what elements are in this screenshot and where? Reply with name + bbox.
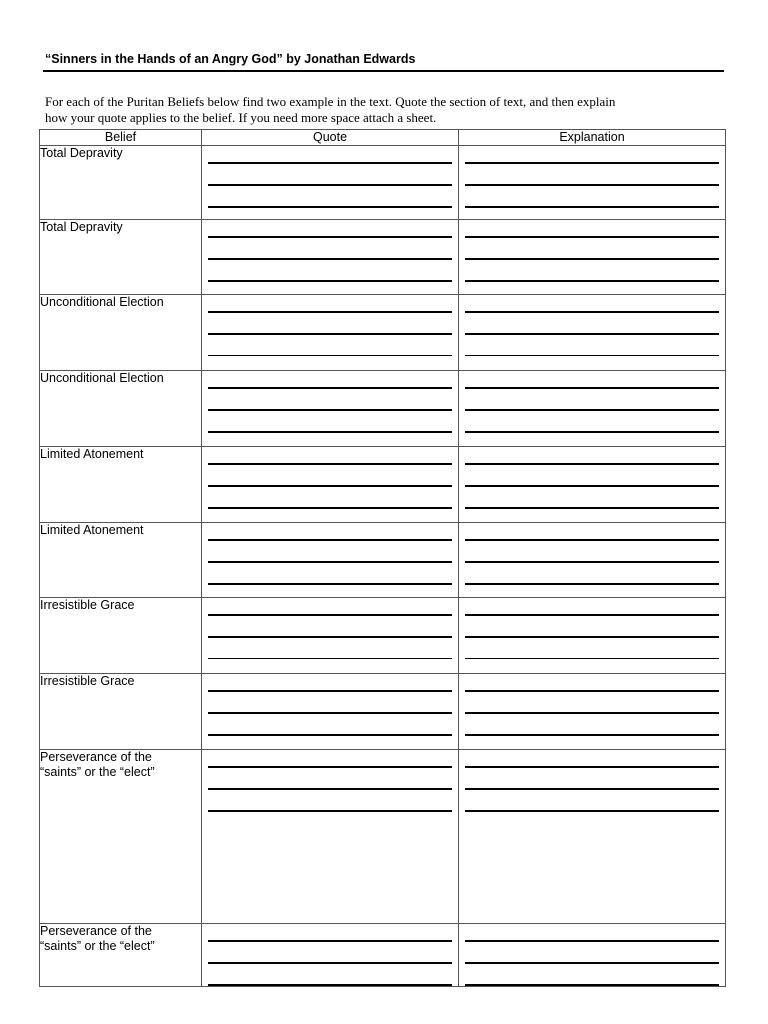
explanation-answer-line[interactable] — [465, 465, 719, 487]
quote-answer-line[interactable] — [208, 411, 452, 433]
quote-answer-line[interactable] — [208, 942, 452, 964]
quote-answer-line[interactable] — [208, 238, 452, 260]
table-header-row — [40, 130, 726, 146]
quote-answer-line[interactable] — [208, 260, 452, 282]
table-row — [40, 146, 726, 220]
explanation-answer-line[interactable] — [465, 563, 719, 585]
explanation-answer-line[interactable] — [465, 335, 719, 356]
quote-answer-line[interactable] — [208, 523, 452, 541]
quote-answer-line[interactable] — [208, 714, 452, 736]
explanation-answer-line[interactable] — [465, 411, 719, 433]
quote-answer-line[interactable] — [208, 616, 452, 638]
table-row — [40, 674, 726, 750]
table-row — [40, 598, 726, 674]
belief-label: Limited Atonement — [40, 523, 144, 537]
quote-cell[interactable] — [202, 295, 459, 371]
instructions-line-2: how your quote applies to the belief. If you need more space attach a sheet. — [45, 110, 437, 125]
explanation-answer-line[interactable] — [465, 487, 719, 509]
belief-label: Limited Atonement — [40, 447, 144, 461]
belief-cell — [40, 295, 202, 371]
belief-label: Irresistible Grace — [40, 674, 135, 688]
belief-cell — [40, 750, 202, 924]
explanation-answer-line[interactable] — [465, 371, 719, 389]
explanation-cell[interactable] — [459, 371, 726, 447]
explanation-cell[interactable] — [459, 220, 726, 295]
belief-label: “saints” or the “elect” — [40, 939, 155, 953]
explanation-cell[interactable] — [459, 523, 726, 598]
explanation-answer-line[interactable] — [465, 714, 719, 736]
explanation-answer-line[interactable] — [465, 541, 719, 563]
explanation-cell[interactable] — [459, 750, 726, 924]
quote-cell[interactable] — [202, 598, 459, 674]
quote-answer-line[interactable] — [208, 389, 452, 411]
quote-answer-line[interactable] — [208, 186, 452, 208]
quote-answer-line[interactable] — [208, 674, 452, 692]
explanation-cell[interactable] — [459, 924, 726, 987]
quote-cell[interactable] — [202, 674, 459, 750]
quote-answer-line[interactable] — [208, 563, 452, 585]
table-row — [40, 750, 726, 924]
explanation-answer-line[interactable] — [465, 447, 719, 465]
header-explanation: Explanation — [459, 130, 726, 146]
quote-answer-line[interactable] — [208, 295, 452, 313]
explanation-cell[interactable] — [459, 146, 726, 220]
belief-cell — [40, 447, 202, 523]
explanation-answer-line[interactable] — [465, 942, 719, 964]
explanation-answer-line[interactable] — [465, 598, 719, 616]
explanation-answer-line[interactable] — [465, 750, 719, 768]
quote-answer-line[interactable] — [208, 487, 452, 509]
belief-label: Perseverance of the — [40, 924, 152, 938]
belief-cell — [40, 220, 202, 295]
explanation-cell[interactable] — [459, 295, 726, 371]
instructions — [45, 94, 735, 126]
explanation-answer-line[interactable] — [465, 616, 719, 638]
instructions-line-1: For each of the Puritan Beliefs below find two example in the text. Quote the section of text, and then explain — [45, 94, 616, 109]
quote-cell[interactable] — [202, 146, 459, 220]
quote-answer-line[interactable] — [208, 164, 452, 186]
quote-answer-line[interactable] — [208, 598, 452, 616]
explanation-answer-line[interactable] — [465, 790, 719, 812]
quote-answer-line[interactable] — [208, 924, 452, 942]
explanation-answer-line[interactable] — [465, 924, 719, 942]
quote-cell[interactable] — [202, 924, 459, 987]
quote-answer-line[interactable] — [208, 692, 452, 714]
belief-label: Unconditional Election — [40, 371, 164, 385]
belief-cell — [40, 598, 202, 674]
quote-answer-line[interactable] — [208, 964, 452, 986]
explanation-answer-line[interactable] — [465, 768, 719, 790]
quote-answer-line[interactable] — [208, 768, 452, 790]
quote-cell[interactable] — [202, 750, 459, 924]
explanation-cell[interactable] — [459, 674, 726, 750]
quote-answer-line[interactable] — [208, 335, 452, 356]
quote-answer-line[interactable] — [208, 465, 452, 487]
explanation-answer-line[interactable] — [465, 389, 719, 411]
belief-cell — [40, 146, 202, 220]
explanation-answer-line[interactable] — [465, 313, 719, 335]
quote-answer-line[interactable] — [208, 750, 452, 768]
quote-answer-line[interactable] — [208, 447, 452, 465]
explanation-answer-line[interactable] — [465, 220, 719, 238]
quote-answer-line[interactable] — [208, 313, 452, 335]
explanation-answer-line[interactable] — [465, 186, 719, 208]
table-row — [40, 523, 726, 598]
quote-answer-line[interactable] — [208, 790, 452, 812]
explanation-answer-line[interactable] — [465, 164, 719, 186]
quote-answer-line[interactable] — [208, 541, 452, 563]
belief-cell — [40, 371, 202, 447]
belief-cell — [40, 674, 202, 750]
explanation-answer-line[interactable] — [465, 146, 719, 164]
document-title: “Sinners in the Hands of an Angry God” by Jonathan Edwards — [45, 52, 416, 66]
quote-answer-line[interactable] — [208, 638, 452, 659]
quote-cell[interactable] — [202, 447, 459, 523]
explanation-cell[interactable] — [459, 598, 726, 674]
belief-label: Unconditional Election — [40, 295, 164, 309]
explanation-answer-line[interactable] — [465, 523, 719, 541]
title-underline — [43, 70, 724, 72]
quote-cell[interactable] — [202, 523, 459, 598]
quote-cell[interactable] — [202, 220, 459, 295]
header-quote: Quote — [202, 130, 459, 146]
table-row — [40, 371, 726, 447]
explanation-answer-line[interactable] — [465, 638, 719, 659]
header-belief: Belief — [40, 130, 202, 146]
explanation-answer-line[interactable] — [465, 692, 719, 714]
explanation-answer-line[interactable] — [465, 295, 719, 313]
belief-label: Perseverance of the — [40, 750, 152, 764]
quote-answer-line[interactable] — [208, 371, 452, 389]
explanation-answer-line[interactable] — [465, 964, 719, 986]
belief-table — [39, 129, 726, 987]
explanation-answer-line[interactable] — [465, 674, 719, 692]
explanation-cell[interactable] — [459, 447, 726, 523]
belief-cell — [40, 523, 202, 598]
belief-label: “saints” or the “elect” — [40, 765, 155, 779]
table-row — [40, 295, 726, 371]
table-row — [40, 447, 726, 523]
belief-label: Irresistible Grace — [40, 598, 135, 612]
table-row — [40, 924, 726, 987]
belief-cell — [40, 924, 202, 987]
explanation-answer-line[interactable] — [465, 238, 719, 260]
quote-cell[interactable] — [202, 371, 459, 447]
quote-answer-line[interactable] — [208, 220, 452, 238]
explanation-answer-line[interactable] — [465, 260, 719, 282]
table-row — [40, 220, 726, 295]
belief-label: Total Depravity — [40, 146, 123, 160]
quote-answer-line[interactable] — [208, 146, 452, 164]
belief-label: Total Depravity — [40, 220, 123, 234]
